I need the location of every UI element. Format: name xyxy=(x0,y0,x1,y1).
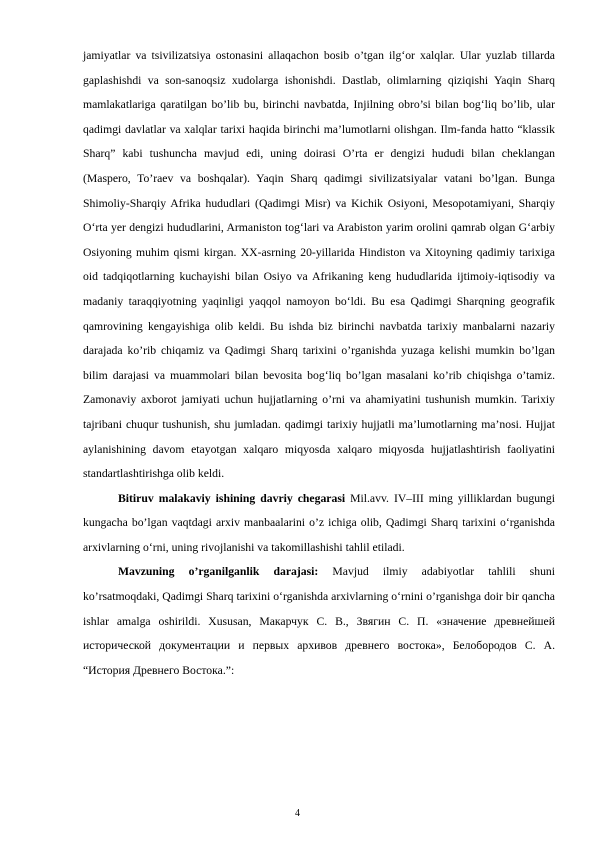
page-number: 4 xyxy=(295,808,300,819)
paragraph-period xyxy=(83,487,555,561)
document-body xyxy=(83,44,555,683)
paragraph-intro: jamiyatlar va tsivilizatsiya ostonasini allaqachon bosib o’tgan ilg‘or xalqlar. Ular yuzlab tillarda gaplashishdi va son-sanoqsiz xudolarga ishonishdi. Dastlab, olimlarning qiziqishi Yaqin Sharq mamlakatlariga qaratilgan bo’lib bu, birinchi navbatda, Injilning obro’si bilan bog‘liq bo’lib, ular qadimgi davlatlar va xalqlar tarixi haqida birinchi ma’lumotlarni olishgan. Ilm-fanda hatto “klassik Sharq” kabi tushuncha mavjud edi, uning doirasi O’rta er dengizi hududi bilan cheklangan (Maspero, To’raev va boshqalar). Yaqin Sharq qadimgi sivilizatsiyalar vatani bo’lgan. Bunga Shimoliy-Sharqiy Afrika hududlari (Qadimgi Misr) va Kichik Osiyoni, Mesopotamiyani, Sharqiy O‘rta yer dengizi hududlarini, Armaniston tog‘lari va Arabiston yarim orolini qamrab olgan G‘arbiy Osiyoning muhim qismi kirgan. XX-asrning 20-yillarida Hindiston va Xitoyning qadimiy tarixiga oid tadqiqotlarning kuchayishi bilan Osiyo va Afrikaning keng hududlarida ijtimoiy-iqtisodiy va madaniy taraqqiyotning yaqinligi yaqqol namoyon bo‘ldi. Bu esa Qadimgi Sharqning geografik qamrovining kengayishiga olib keldi. Bu ishda biz birinchi navbatda tarixiy manbalarni nazariy darajada ko’rib chiqamiz va Qadimgi Sharq tarixini o’rganishda yuzaga kelishi mumkin bo’lgan bilim darajasi va muammolari bilan bevosita bog‘liq bo’lgan masalani ko’rib chiqishga o’tamiz. Zamonaviy axborot jamiyati uchun hujjatlarning o’rni va ahamiyatini tushunish mumkin. Tarixiy tajribani chuqur tushunish, shu jumladan. qadimgi tarixiy hujjatli ma’lumotlarning ma’nosi. Hujjat aylanishining davom etayotgan xalqaro miqyosda xalqaro miqyosda hujjatlashtirish faoliyatini standartlashtirishga olib keldi. xyxy=(83,49,555,481)
period-heading: Bitiruv malakaviy ishining davriy chegarasi xyxy=(118,491,346,505)
paragraph-research-level xyxy=(83,560,555,683)
research-level-heading: Mavzuning o’rganilganlik darajasi: xyxy=(118,565,319,579)
research-level-text: Mavjud ilmiy adabiyotlar tahlili shuni ko’rsatmoqdaki, Qadimgi Sharq tarixini o‘rganishda arxivlarning o‘rnini o’rganishga doir bir qancha ishlar amalga oshirildi. Xususan, Макарчук С. В., Звягин С. П. «значение древнейшей исторической документации и первых архивов древнего востока», Белобородов С. А. “История Древнего Востока.”: xyxy=(83,565,555,677)
period-text: Mil.avv. IV–III ming yilliklardan bugungi kungacha bo’lgan vaqtdagi arxiv manbaalarini o’z ichiga olib, Qadimgi Sharq tarixini o‘rganishda arxivlarning o‘rni, uning rivojlanishi va takomillashishi tahlil etiladi. xyxy=(83,491,555,554)
